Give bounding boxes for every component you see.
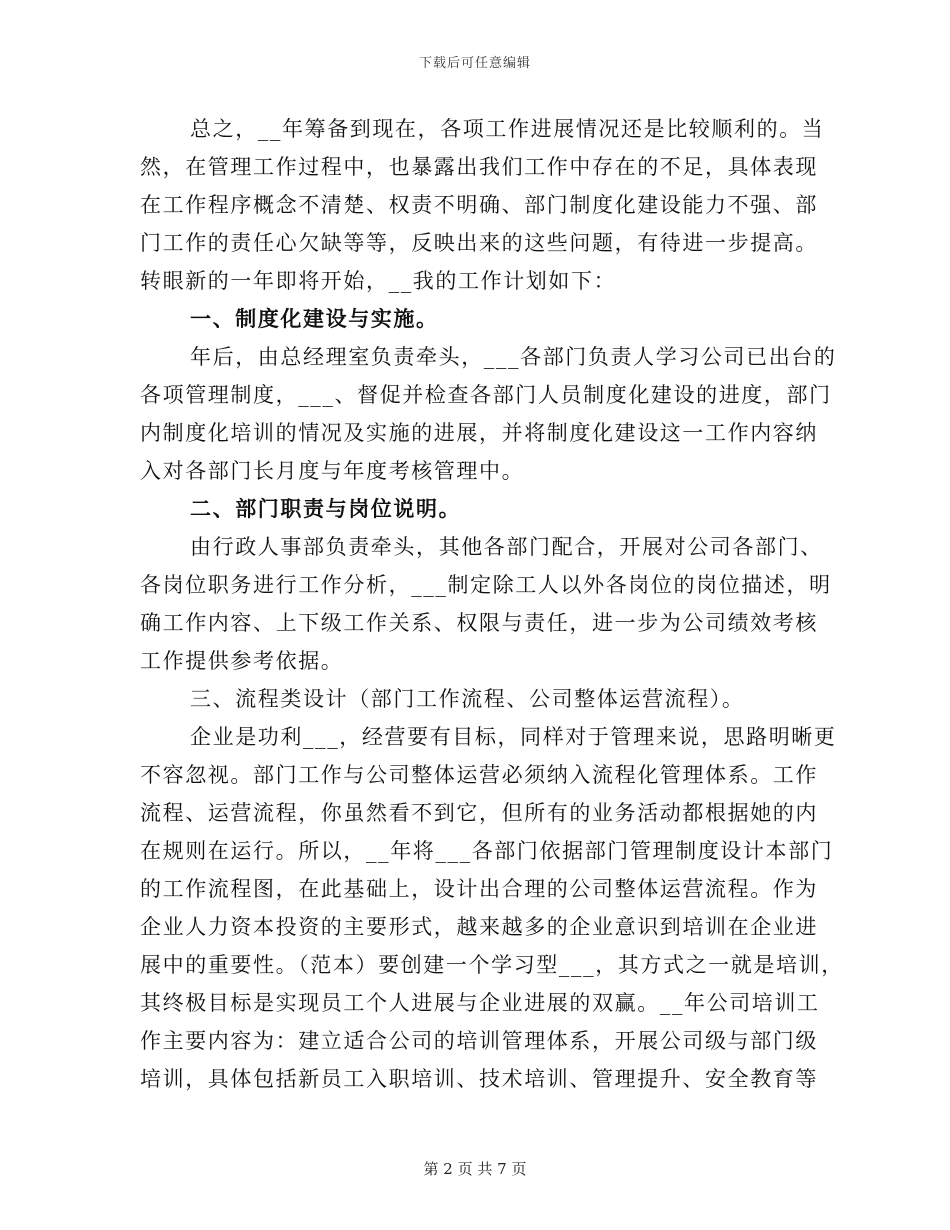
paragraph-line: 作主要内容为：建立适合公司的培训管理体系，开展公司级与部门级 — [140, 1029, 818, 1053]
paragraph-line: 然，在管理工作过程中，也暴露出我们工作中存在的不足，具体表现 — [140, 155, 818, 179]
paragraph-line: 在规则在运行。所以，__年将___各部门依据部门管理制度设计本部门 — [140, 839, 834, 863]
paragraph-line: 其终极目标是实现员工个人进展与企业进展的双赢。__年公司培训工 — [140, 991, 820, 1015]
paragraph-line: 企业人力资本投资的主要形式，越来越多的企业意识到培训在企业进 — [140, 915, 818, 939]
section-heading: 二、部门职责与岗位说明。 — [190, 496, 462, 521]
paragraph-line: 入对各部门长月度与年度考核管理中。 — [140, 459, 525, 483]
paragraph-line: 门工作的责任心欠缺等等，反映出来的这些问题，有待进一步提高。 — [140, 231, 818, 255]
paragraph-line: 在工作程序概念不清楚、权责不明确、部门制度化建设能力不强、部 — [140, 193, 818, 217]
paragraph-line: 各项管理制度，___、督促并检查各部门人员制度化建设的进度，部门 — [140, 383, 832, 407]
paragraph-line: 三、流程类设计（部门工作流程、公司整体运营流程）。 — [190, 687, 745, 711]
paragraph-line: 确工作内容、上下级工作关系、权限与责任，进一步为公司绩效考核 — [140, 611, 818, 635]
paragraph-line: 企业是功利___，经营要有目标，同样对于管理来说，思路明晰更 — [190, 725, 837, 749]
paragraph-line: 不容忽视。部门工作与公司整体运营必须纳入流程化管理体系。工作 — [140, 763, 818, 787]
paragraph-line: 各岗位职务进行工作分析，___制定除工人以外各岗位的岗位描述，明 — [140, 573, 832, 597]
paragraph-line: 年后，由总经理室负责牵头，___各部门负责人学习公司已出台的 — [190, 345, 837, 369]
document-body — [140, 110, 844, 1098]
paragraph-line: 转眼新的一年即将开始，__我的工作计划如下： — [140, 269, 617, 293]
page-header: 下载后可任意编辑 — [418, 56, 531, 71]
paragraph-line: 的工作流程图，在此基础上，设计出合理的公司整体运营流程。作为 — [140, 877, 818, 901]
paragraph-line: 由行政人事部负责牵头，其他各部门配合，开展对公司各部门、 — [190, 535, 823, 559]
paragraph-line: 培训，具体包括新员工入职培训、技术培训、管理提升、安全教育等 — [140, 1067, 818, 1091]
page-footer: 第 2 页 共 7 页 — [423, 1160, 527, 1178]
paragraph-line: 总之，__年筹备到现在，各项工作进展情况还是比较顺利的。当 — [190, 117, 825, 141]
paragraph-line: 内制度化培训的情况及实施的进展，并将制度化建设这一工作内容纳 — [140, 421, 818, 445]
paragraph-line: 展中的重要性。（范本）要创建一个学习型___，其方式之一就是培训， — [140, 953, 844, 977]
paragraph-line: 流程、运营流程，你虽然看不到它，但所有的业务活动都根据她的内 — [140, 801, 818, 825]
section-heading: 一、制度化建设与实施。 — [190, 306, 439, 331]
paragraph-line: 工作提供参考依据。 — [140, 649, 344, 673]
